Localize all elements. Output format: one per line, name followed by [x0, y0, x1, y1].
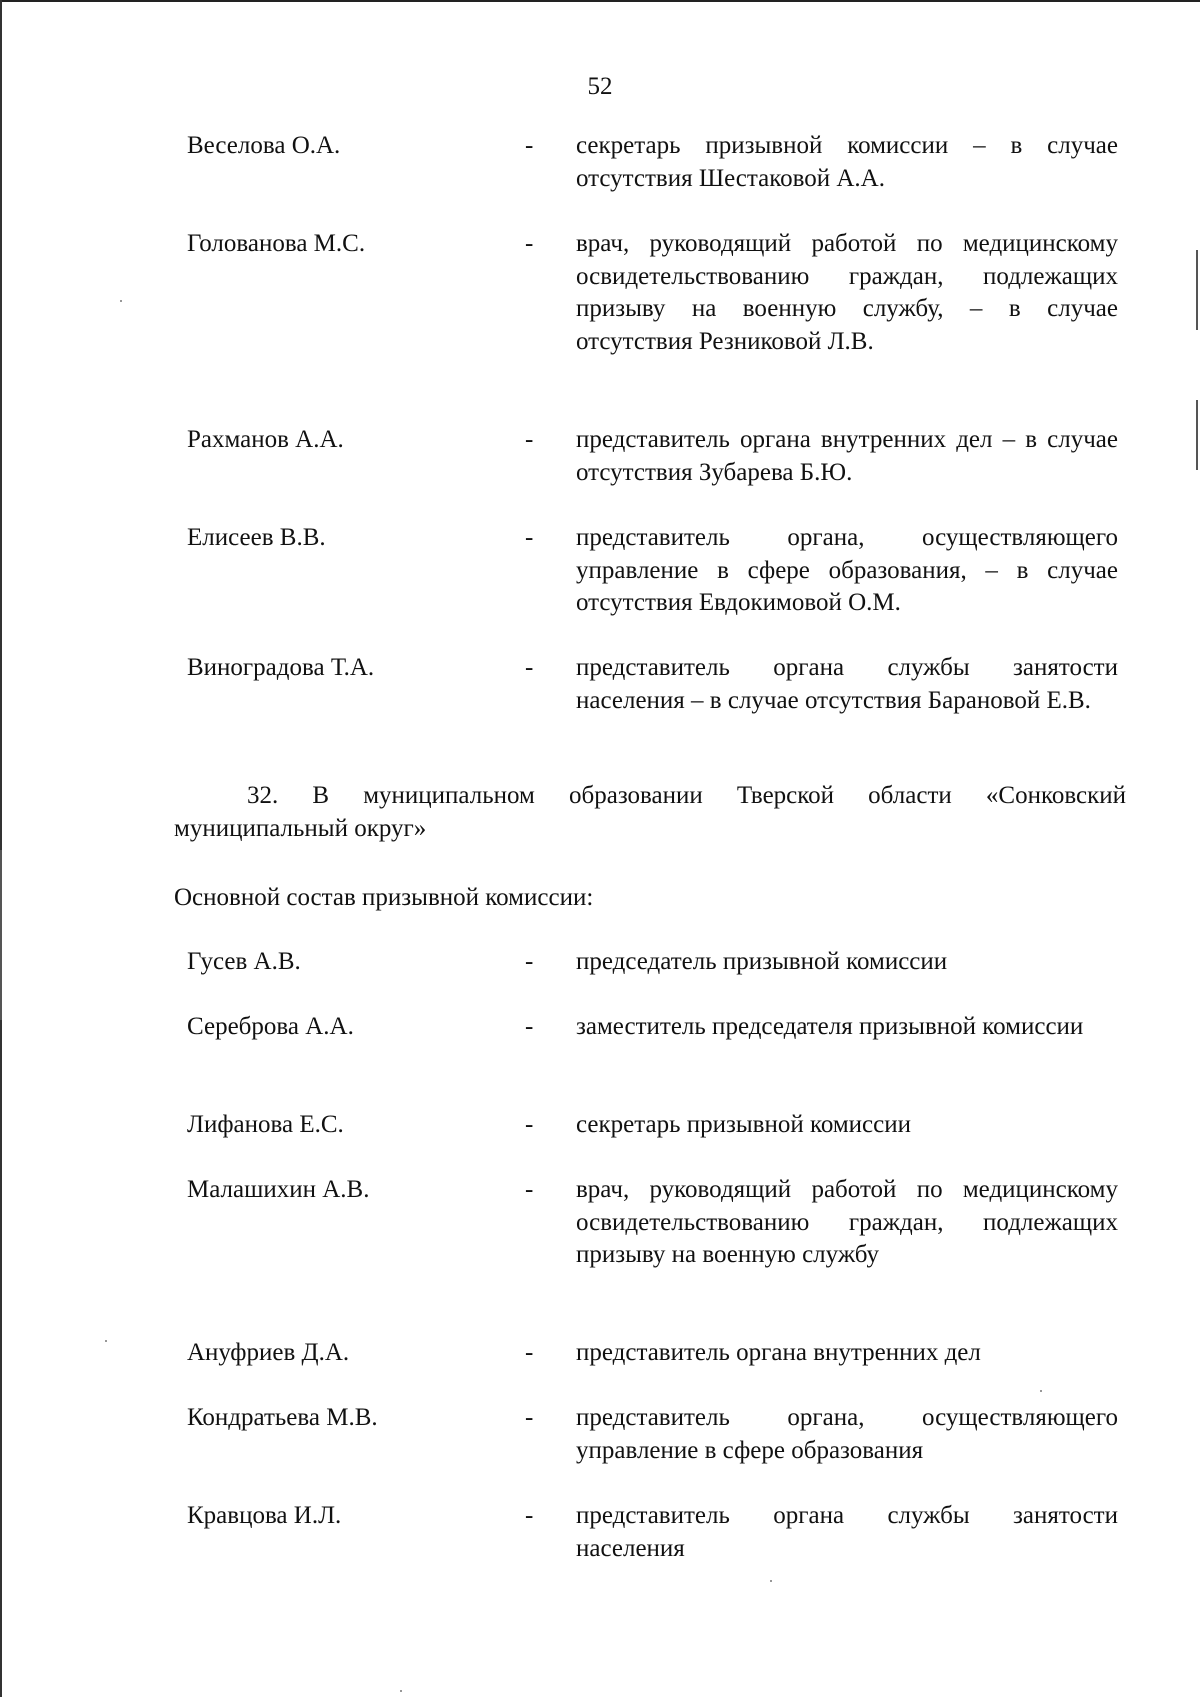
member-role: представитель органа, осуществляющего управление в сфере образования	[576, 1404, 1118, 1464]
entry-dash: -	[525, 426, 534, 453]
member-name: Елисеев В.В.	[187, 524, 326, 551]
scan-mark	[1196, 400, 1198, 470]
member-name: Малашихин А.В.	[187, 1176, 370, 1203]
scan-edge-left	[0, 0, 2, 1697]
page-number: 52	[587, 73, 613, 100]
member-role: представитель органа службы занятости населения	[576, 1502, 1118, 1562]
entry-dash: -	[525, 230, 534, 257]
scan-edge-top	[0, 0, 1200, 2]
member-role: врач, руководящий работой по медицинскому освидетельствованию граждан, подлежащих призыву на военную службу, – в случае отсутствия Резниковой Л.В.	[576, 230, 1118, 355]
member-name: Гусев А.В.	[187, 948, 301, 975]
member-name: Рахманов А.А.	[187, 426, 344, 453]
entry-dash: -	[525, 1339, 534, 1366]
member-role: представитель органа внутренних дел	[576, 1339, 981, 1366]
member-role: секретарь призывной комиссии – в случае отсутствия Шестаковой А.А.	[576, 132, 1118, 192]
scan-mark	[0, 850, 2, 1020]
member-name: Виноградова Т.А.	[187, 654, 375, 681]
member-role: врач, руководящий работой по медицинскому освидетельствованию граждан, подлежащих призыву на военную службу	[576, 1176, 1118, 1268]
member-name: Лифанова Е.С.	[187, 1111, 344, 1138]
scan-speck	[120, 300, 122, 302]
entry-dash: -	[525, 948, 534, 975]
member-name: Сереброва А.А.	[187, 1013, 354, 1040]
entry-dash: -	[525, 1404, 534, 1431]
entry-dash: -	[525, 1176, 534, 1203]
entry-dash: -	[525, 524, 534, 551]
member-role: представитель органа, осуществляющего управление в сфере образования, – в случае отсутствия Евдокимовой О.М.	[576, 524, 1118, 616]
member-role: представитель органа внутренних дел – в случае отсутствия Зубарева Б.Ю.	[576, 426, 1118, 486]
entry-dash: -	[525, 1111, 534, 1138]
scan-speck	[770, 1580, 772, 1582]
member-role: представитель органа службы занятости населения – в случае отсутствия Барановой Е.В.	[576, 654, 1118, 714]
section-heading: 32. В муниципальном образовании Тверской области «Сонковский муниципальный округ»	[174, 782, 1126, 842]
entry-dash: -	[525, 654, 534, 681]
scan-speck	[400, 1690, 402, 1692]
member-name: Ануфриев Д.А.	[187, 1339, 350, 1366]
member-name: Кондратьева М.В.	[187, 1404, 378, 1431]
entry-dash: -	[525, 1502, 534, 1529]
member-role: секретарь призывной комиссии	[576, 1111, 912, 1138]
entry-dash: -	[525, 132, 534, 159]
member-name: Кравцова И.Л.	[187, 1502, 342, 1529]
subheading: Основной состав призывной комиссии:	[174, 884, 594, 911]
scan-speck	[105, 1340, 107, 1342]
entry-dash: -	[525, 1013, 534, 1040]
member-role: председатель призывной комиссии	[576, 948, 948, 975]
member-name: Веселова О.А.	[187, 132, 341, 159]
member-name: Голованова М.С.	[187, 230, 366, 257]
scan-speck	[1040, 1390, 1042, 1392]
scan-mark	[1196, 250, 1198, 330]
member-role: заместитель председателя призывной комиссии	[576, 1013, 1084, 1040]
